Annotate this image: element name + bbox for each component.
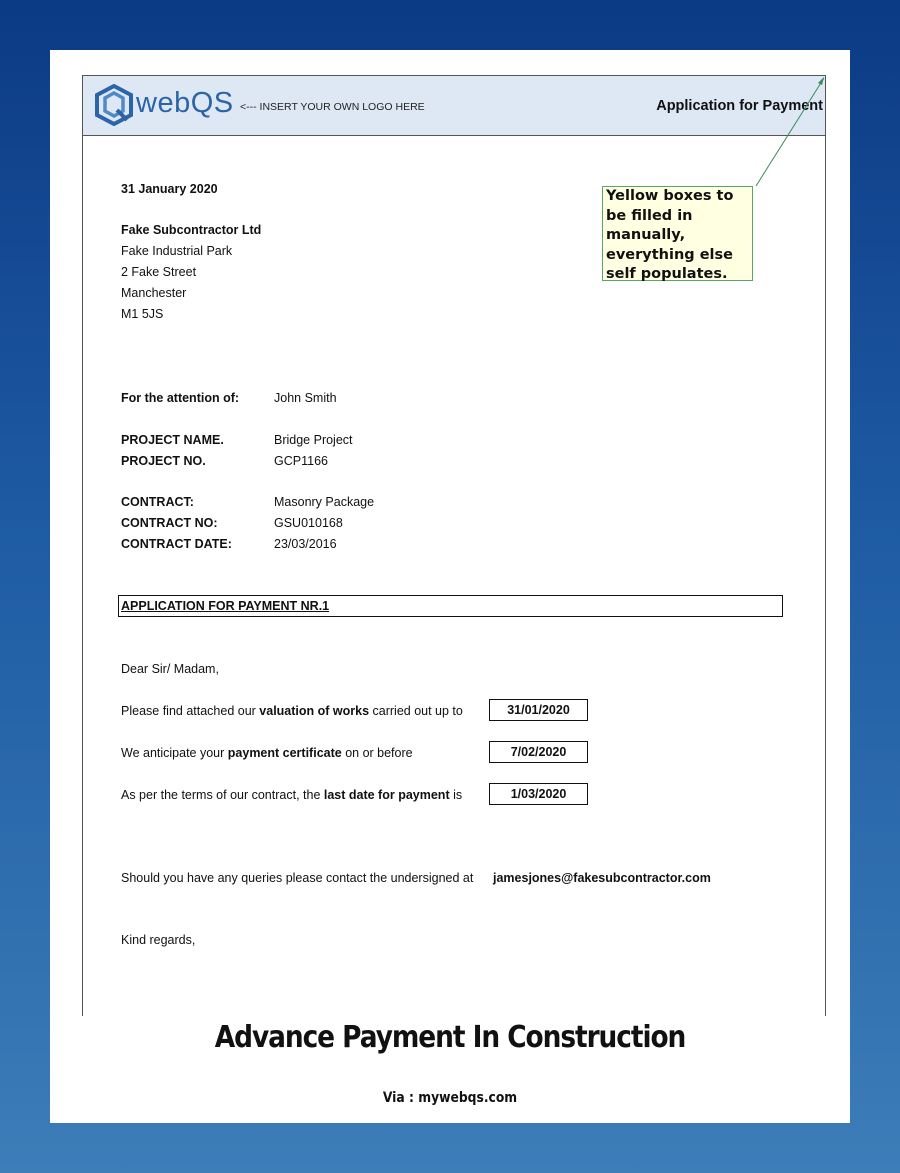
address-line: Fake Industrial Park (121, 244, 233, 258)
sentence-emphasis: payment certificate (227, 746, 342, 760)
valuation-date-box: 31/01/2020 (489, 699, 588, 721)
project-no-label: PROJECT NO. (121, 454, 206, 468)
attention-value: John Smith (274, 391, 337, 405)
sentence-text: As per the terms of our contract, the (121, 788, 324, 802)
logo-text: webQS (136, 87, 234, 119)
sentence-emphasis: last date for payment (323, 788, 450, 802)
contract-date-label: CONTRACT DATE: (121, 537, 232, 551)
address-line: M1 5JS (121, 307, 164, 321)
project-no-value: GCP1166 (274, 454, 328, 468)
application-title-box (118, 595, 783, 617)
contract-date-value: 23/03/2016 (274, 537, 337, 551)
sentence-emphasis: valuation of works (259, 704, 370, 718)
letter-date: 31 January 2020 (121, 182, 218, 196)
salutation: Dear Sir/ Madam, (121, 662, 219, 676)
payment-deadline-date-box: 1/03/2020 (489, 783, 588, 805)
sentence-text: on or before (341, 746, 413, 760)
queries-sentence: Should you have any queries please contact the undersigned at (121, 871, 474, 885)
document-title: Application for Payment (656, 98, 823, 114)
sentence-text: We anticipate your (121, 746, 228, 760)
contact-email: jamesjones@fakesubcontractor.com (493, 871, 711, 885)
contract-no-value: GSU010168 (274, 516, 343, 530)
address-line: Manchester (121, 286, 187, 300)
certificate-sentence (121, 746, 413, 760)
project-name-value: Bridge Project (274, 433, 353, 447)
project-name-label: PROJECT NAME. (121, 433, 224, 447)
address-line-company: Fake Subcontractor Ltd (121, 223, 262, 237)
contract-label: CONTRACT: (121, 495, 194, 509)
payment-application-sheet (82, 75, 826, 1016)
logo-hint: <--- INSERT YOUR OWN LOGO HERE (240, 101, 425, 113)
attention-label: For the attention of: (121, 391, 240, 405)
payment-deadline-sentence (121, 788, 462, 802)
certificate-date-box: 7/02/2020 (489, 741, 588, 763)
sentence-text: Please find attached our (121, 704, 260, 718)
source-credit: Via : mywebqs.com (382, 1090, 518, 1106)
closing: Kind regards, (121, 933, 196, 947)
application-title: APPLICATION FOR PAYMENT NR.1 (121, 599, 330, 613)
contract-no-label: CONTRACT NO: (121, 516, 218, 530)
contract-value: Masonry Package (274, 495, 375, 509)
address-line: 2 Fake Street (121, 265, 197, 279)
valuation-sentence (121, 704, 463, 718)
sentence-text: is (449, 788, 463, 802)
instruction-note: Yellow boxes to be filled in manually, everything else self populates. (602, 186, 753, 281)
page-caption: Advance Payment In Construction (214, 1020, 686, 1055)
sentence-text: carried out up to (369, 704, 463, 718)
